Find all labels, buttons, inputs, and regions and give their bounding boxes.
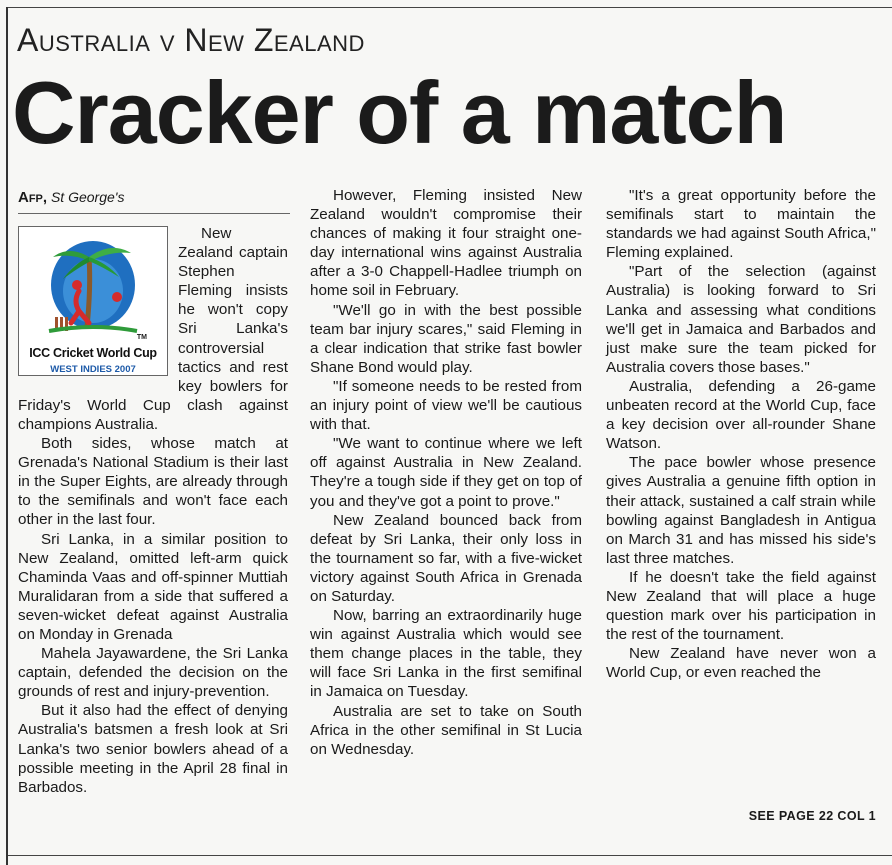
byline-place: St George's [50,189,125,205]
article-column-3 [606,186,876,682]
kicker: Australia v New Zealand [17,22,365,58]
continuation-note[interactable]: SEE PAGE 22 COL 1 [748,809,876,823]
paragraph: If he doesn't take the field against New Zealand that will place a huge question mark over his participation in the rest of the tournament. [606,568,876,644]
article-column-1 [18,224,288,797]
paragraph: Now, barring an extraordinarily huge win against Australia which would see them change places in the table, they will face Sri Lanka in the first semifinal in Jamaica on Tuesday. [310,607,582,701]
paragraph: "If someone needs to be rested from an injury point of view we'll be cautious with that. [310,377,582,434]
paragraph: New Zealand have never won a World Cup, or even reached the [606,645,876,682]
paragraph: Australia, defending a 26-game unbeaten record at the World Cup, face a key decision over all-rounder Shane Watson. [606,377,876,453]
logo-title: ICC Cricket World Cup [29,346,157,360]
paragraph: "We'll go in with the best possible team bar injury scares," said Fleming in a clear indication that strike fast bowler Shane Bond would play. [310,301,582,376]
article-column-2 [310,186,582,759]
paragraph: But it also had the effect of denying Australia's batsmen a fresh look at Sri Lanka's two senior bowlers ahead of a possible meeting in the April 28 final in Barbados. [18,702,288,796]
top-rule [6,7,892,8]
paragraph: Mahela Jayawardene, the Sri Lanka captain, defended the decision on the grounds of rest and injury-prevention. [18,645,288,701]
logo-subtitle: WEST INDIES 2007 [50,364,136,375]
paragraph: "It's a great opportunity before the semifinals start to maintain the standards we had against South Africa," Fleming explained. [606,187,876,262]
byline-rule [18,213,290,214]
headline: Cracker of a match [12,63,787,162]
paragraph: New Zealand captain Stephen Fleming insists he won't copy Sri Lanka's controversial tactics and rest key bowlers for Friday's World Cup clash against champions Australia. [18,225,288,433]
byline [18,189,124,206]
paragraph: Sri Lanka, in a similar position to New Zealand, omitted left-arm quick Chaminda Vaas and off-spinner Muttiah Muralidaran from a side that suffered a seven-wicket defeat against Australia on Monday in Grenada [18,530,288,643]
paragraph: Both sides, whose match at Grenada's National Stadium is their last in the Super Eights, are already through to the semifinals and won't face each other in the last four. [18,435,288,529]
byline-agency: Afp, [18,189,48,206]
paragraph: "Part of the selection (against Australia) is looking forward to Sri Lanka and assessing what conditions we'll get in Jamaica and Barbados and just make sure the team picked for Australia covers those bases." [606,263,876,376]
world-cup-logo [18,226,168,376]
paragraph: However, Fleming insisted New Zealand wouldn't compromise their chances of making it four straight one-day international wins against Australia after a 3-0 Chappell-Hadlee triumph on home soil in February. [310,187,582,300]
left-rule [6,7,8,865]
paragraph: Australia are set to take on South Africa in the other semifinal in St Lucia on Wednesday. [310,702,582,758]
paragraph: "We want to continue where we left off against Australia in New Zealand. They're a tough side if they get on top of you and they've got a point to prove." [310,435,582,510]
paragraph: New Zealand bounced back from defeat by Sri Lanka, their only loss in the tournament so far, with a five-wicket victory against South Africa in Grenada on Saturday. [310,511,582,605]
paragraph: The pace bowler whose presence gives Australia a genuine fifth option in their attack, sustained a calf strain while bowling against Bangladesh in Antigua on March 31 and has missed his side's last three matches. [606,454,876,567]
logo-trademark: TM [136,334,147,341]
bottom-rule [8,855,892,856]
